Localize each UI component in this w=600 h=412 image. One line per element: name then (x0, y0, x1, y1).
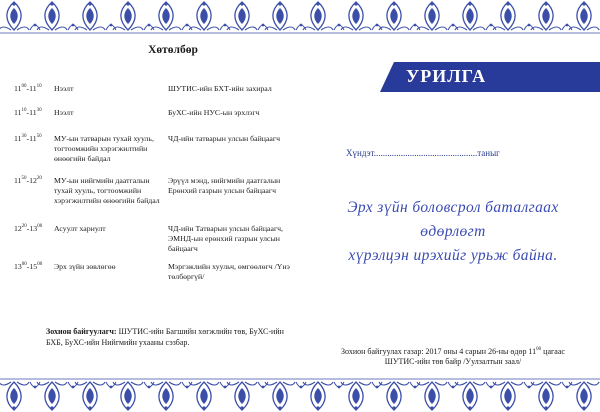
agenda-speaker: ЧД-ийн татварын улсын байцаагч (168, 134, 280, 143)
ornament-motif (151, 2, 192, 30)
ornament-motif (569, 2, 600, 30)
agenda-time: $11^{00}-11^{10}$ (14, 84, 42, 93)
ornament-motif (265, 382, 306, 410)
agenda-title: Хөтөлбөр (148, 44, 198, 56)
event-date-text: Зохион байгуулах газар: 2017 оны 4 сарын 26-ны өдөр 11 (341, 347, 537, 356)
ornament-motif (75, 2, 116, 30)
agenda-speaker: ЧД-ийн Татварын улсын байцаагч, ЭМНД-ын ерөнхий газрын улсын байцаагч (168, 224, 284, 253)
ornament-motif (0, 382, 40, 410)
ornament-motif (0, 2, 40, 30)
ornament-motif (455, 382, 496, 410)
ornament-motif (227, 382, 268, 410)
organizers-text: ШУТИС-ийн Багшийн хөгжлийн төв, БуХС-ийн БХБ, БуХС-ийн Нийгмийн ухааны сэзбар. (46, 327, 284, 347)
agenda-topic: Нээлт (54, 108, 74, 117)
organizers-note (46, 326, 286, 348)
ornament-motif (189, 382, 230, 410)
event-time-suffix: цагаас (541, 347, 565, 356)
ornament-motif (113, 2, 154, 30)
ornament-motif (379, 2, 420, 30)
ornament-motif (189, 2, 230, 30)
ornament-motif (493, 382, 534, 410)
event-time-minutes: 00 (536, 347, 542, 352)
ornament-motif (151, 382, 192, 410)
ornament-motif (75, 382, 116, 410)
ornament-motif (265, 2, 306, 30)
agenda-speaker: Мэргэжлийн хуульч, өмгөөлөгч /Үнэ төлбөргүй/ (168, 262, 290, 281)
salutation-line: Хүндэт..............................................таныг (346, 148, 500, 158)
ornament-motif (37, 2, 78, 30)
ornament-motif (37, 382, 78, 410)
ornament-motif (303, 382, 344, 410)
organizers-label: Зохион байгуулагч: (46, 327, 117, 336)
ornament-motif (379, 382, 420, 410)
agenda-speaker: БуХС-ийн НУС-ын эрхлэгч (168, 108, 260, 117)
banner-title: УРИЛГА (406, 66, 487, 86)
event-details (318, 347, 588, 367)
ornament-motif (341, 382, 382, 410)
agenda-time: $11^{30}-11^{50}$ (14, 134, 42, 143)
event-venue-line: ШУТИС-ийн төв байр /Уулзалтын заал/ (384, 357, 522, 366)
event-date-line (318, 347, 588, 357)
ornament-motif (569, 382, 600, 410)
ornament-motif (113, 382, 154, 410)
agenda-topic: Эрх зүйн зөвлөгөө (54, 262, 116, 271)
ornament-motif (303, 2, 344, 30)
agenda-time: $11^{50}-12^{20}$ (14, 176, 42, 185)
agenda-time: $13^{00}-15^{00}$ (14, 262, 43, 271)
invitation-line-1: Эрх зүйн боловсрол баталгаах өдөрлөгт (347, 199, 559, 240)
agenda-speaker: ШУТИС-ийн БХТ-ийн захирал (168, 84, 272, 93)
ornament-motif (417, 2, 458, 30)
ornament-motif (531, 2, 572, 30)
ornament-motif (227, 2, 268, 30)
bottom-ornamental-border (0, 378, 600, 412)
top-ornamental-border (0, 0, 600, 34)
agenda-topic: МУ-ын нийгмийн даатгалын тухай хууль, тогтоомжийн хэрэгжилтийн өнөөгийн байдал (54, 176, 160, 205)
ornament-motif (493, 2, 534, 30)
agenda-time: $11^{10}-11^{30}$ (14, 108, 42, 117)
agenda-time: $12^{20}-13^{00}$ (14, 224, 43, 233)
ornament-motif (531, 382, 572, 410)
ornament-motif (455, 2, 496, 30)
invitation-line-2: хүрэлцэн ирэхийг урьж байна. (348, 247, 558, 264)
agenda-topic: Нээлт (54, 84, 74, 93)
invitation-message (318, 196, 588, 268)
agenda-topic: МУ-ын татварын тухай хууль, тогтоомжийн хэрэгжилтийн өнөөгийн байдал (54, 134, 154, 163)
agenda-topic: Асуулт хариулт (54, 224, 106, 233)
ornament-motif (341, 2, 382, 30)
invitation-banner (380, 62, 600, 92)
ornament-motif (417, 382, 458, 410)
agenda-speaker: Эрүүл мэнд, нийгмийн даатгалын Ерөнхий газрын улсын байцаагч (168, 176, 281, 195)
